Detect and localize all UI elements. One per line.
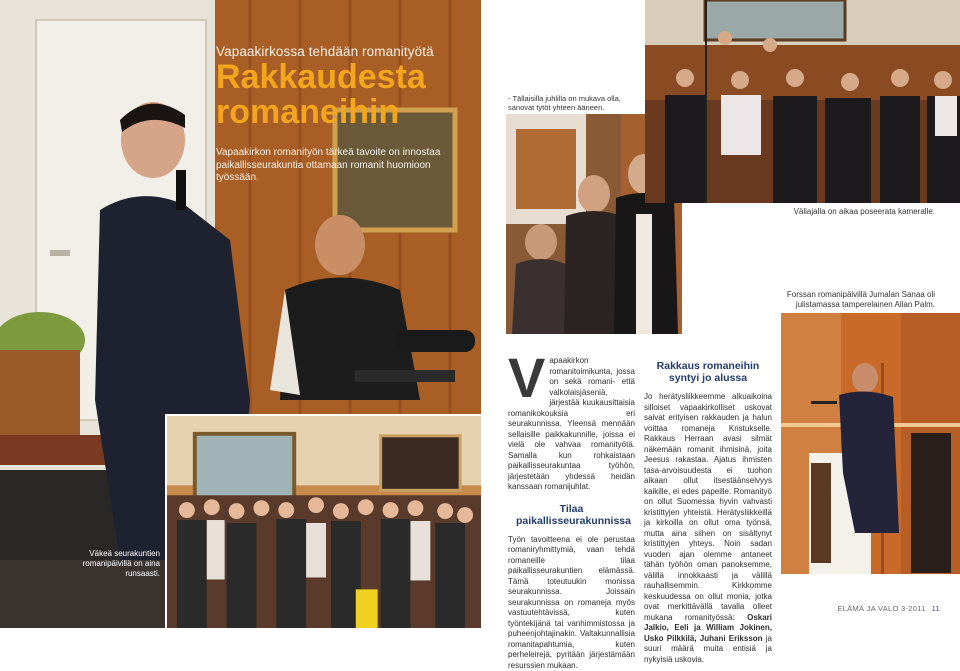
caption-bottom-left: Väkeä seurakuntien romanipäivillä on aina runsaasti. <box>52 549 160 579</box>
column-2-paragraph: Jo herätysliikkeemme alkuaikoina silloiset vapaakirkolliset uskovat saivat erityisen rakkauden ja halun voittaa romaneja Kristukselle. Rakkaus Herraan avasi silmät näkemään romanit ihmisinä, joita Jeesus rakastaa. Ajatus ihmisten tasa-arvoisuudesta ei tuohon aikaan ollut itsestäänselvyys kaikille, ei edes papeille. Romanityö on ollut Suomessa hyvin vahvasti kristittyjen yhteistä. Herätysliikkeillä ja kirkoilla on ollut oma työnsä, mutta aina siihen on sisältynyt kristittyjen yhteys. Noin sadan vuoden ajan olemme antaneet tähän työhön oman panoksemme, välillä innokkaasti ja välillä rauhallisemmin. Kirkkomme keskuudessa on ollut monia, jotka ovat merkittävällä tavalla olleet mukana romanityössä: <box>644 392 772 622</box>
article-lead: Vapaakirkon romanityön tärkeä tavoite on innostaa paikallisseurakuntia ottamaan romanit huomioon työssään. <box>216 147 464 185</box>
headline-line-2: romaneihin <box>216 95 476 130</box>
article-kicker: Vapaakirkossa tehdään romanityötä <box>216 44 434 59</box>
column-1-paragraph: Työn tavoitteena ei ole perustaa romaniryhmittymiä, vaan tehdä romaneille tilaa paikallisseurakuntien elämässä. Tämä toteutuukin monissa seurakunnissa. Joissain seurakunnissa on romaneja myös vastuutehtävissä, kuten työntekijänä tai vanhimmistossa ja puheenjohtajinakin. Valtakunnallisia romanitapahtumia, kuten perheleirejä, pyritään järjestämään resurssien mukaan. <box>508 535 635 671</box>
subhead-local-congregations: Tilaa paikallisseurakunnissa <box>516 503 627 527</box>
photo-crowd <box>165 414 481 628</box>
caption-top-right: Väliajalla on aikaa poseerata kameralle. <box>720 207 935 217</box>
caption-top-middle: - Tällaisilla juhlilla on mukava olla, sanovat tytöt yhteen ääneen. <box>508 94 638 112</box>
headline-line-1: Rakkaudesta <box>216 60 476 95</box>
drop-cap: V <box>508 354 545 402</box>
page-footer <box>837 604 940 613</box>
magazine-name: ELÄMÄ JA VALO 3-2011 <box>837 604 925 613</box>
subhead-love-for-roma: Rakkaus romaneihin syntyi jo alussa <box>644 360 772 384</box>
photo-group-seated <box>645 0 960 203</box>
page-number: 11 <box>932 604 940 613</box>
column-2-names: Oskari Jalkio, Eeli ja William Jokinen, Usko Pilkkilä, Juhani Eriksson <box>644 613 772 643</box>
column-2-tail: ja suuri määrä muita entisiä ja nykyisiä uskovia. <box>644 634 772 664</box>
article-headline <box>216 60 476 130</box>
column-1 <box>508 356 635 671</box>
column-2 <box>644 360 772 665</box>
column-1-intro: apaakirkon romanitoimikunta, jossa on sekä romani- että valkolaisjäseniä, järjestää kuukausittaisia romanikokouksia eri seurakunnissa. Yleensä mennään sellaisille paikkakunnille, joissa ei vielä ole vahvaa romanityötä. Samalla kun rohkaistaan paikallisseurakuntaa työhön, järjestetään yhdessä heidän kanssaan romanijuhlat. <box>508 356 635 491</box>
photo-preacher <box>781 313 960 574</box>
caption-mid-right: Forssan romanipäivillä Jumalan Sanaa oli julistamassa tamperelainen Allan Palm. <box>770 290 935 309</box>
